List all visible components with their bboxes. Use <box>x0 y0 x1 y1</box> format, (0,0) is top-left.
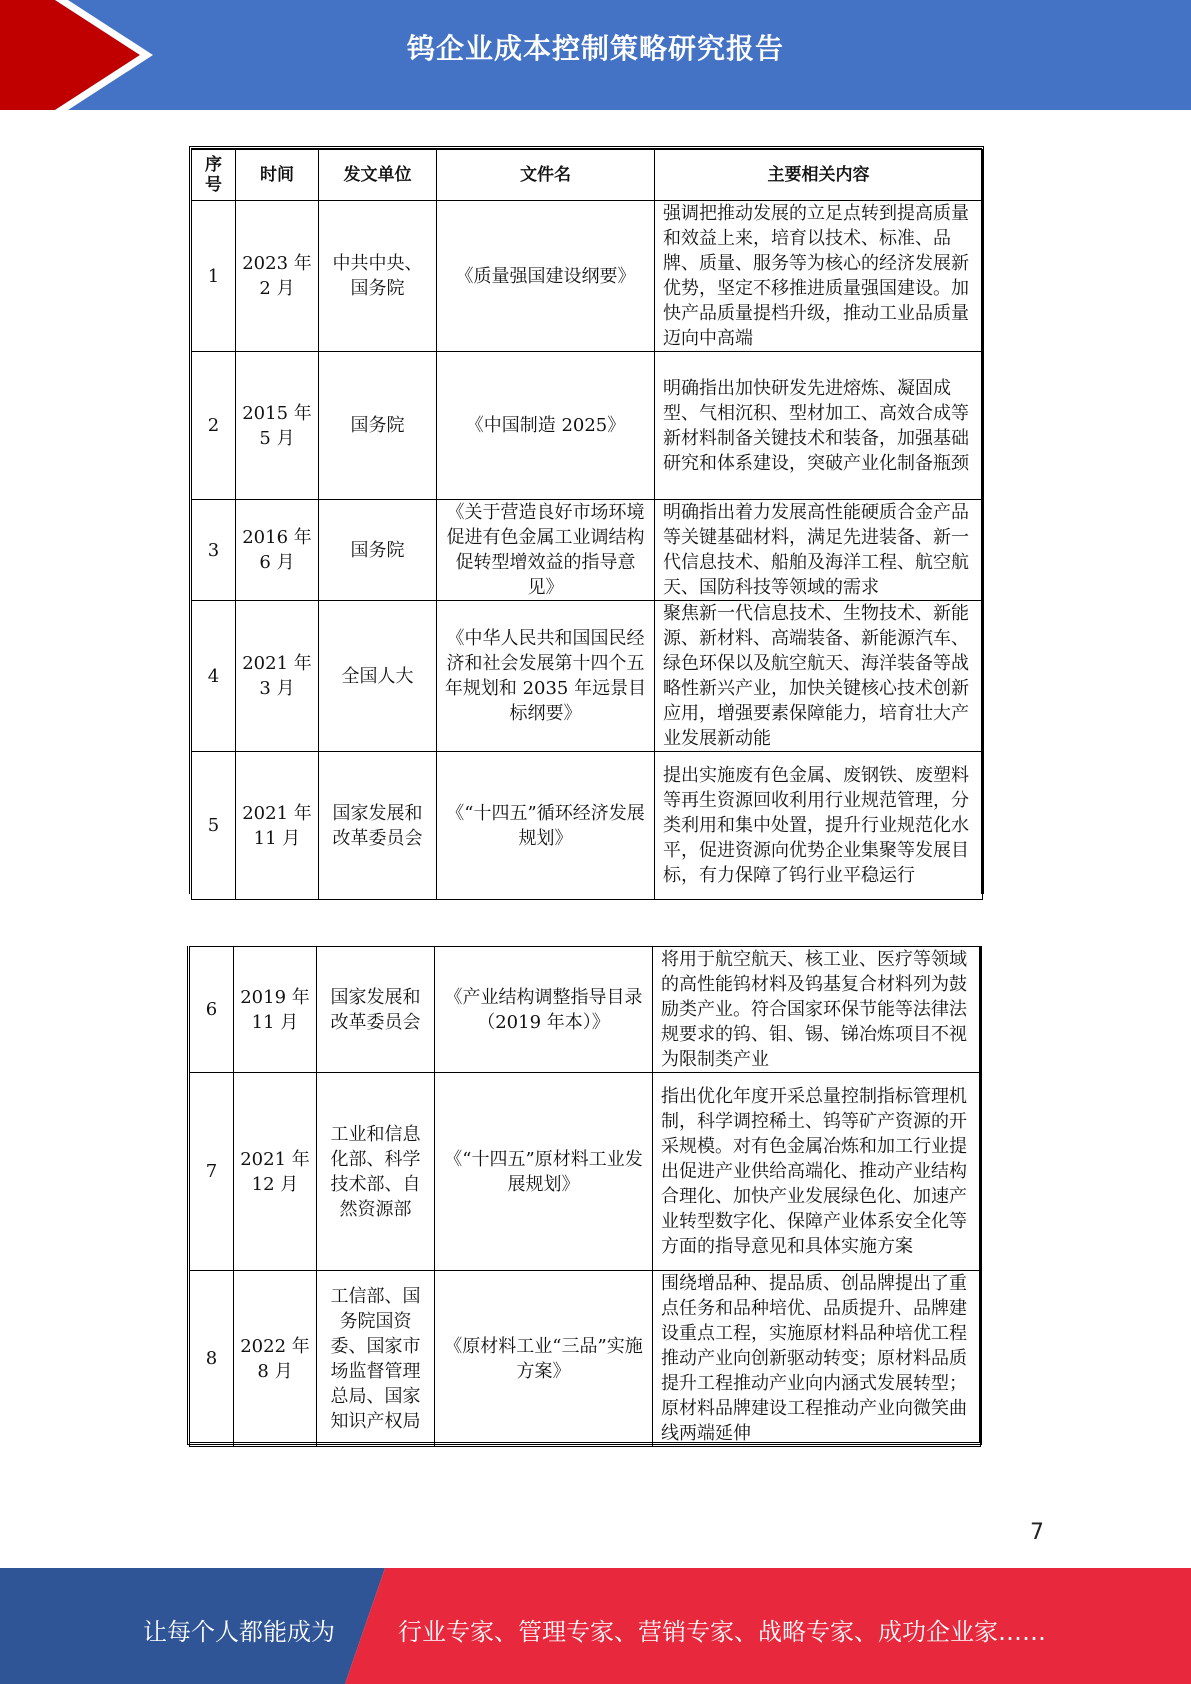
cell-issuer: 中共中央、国务院 <box>319 201 437 352</box>
cell-issuer: 国务院 <box>319 500 437 601</box>
table-row <box>192 752 983 900</box>
cell-issuer: 国家发展和改革委员会 <box>319 752 437 900</box>
cell-seq: 5 <box>192 752 236 900</box>
policy-table-part1 <box>191 149 983 900</box>
cell-content: 提出实施废有色金属、废钢铁、废塑料等再生资源回收利用行业规范管理，分类利用和集中处置，提升行业规范化水平，促进资源向优势企业集聚等发展目标，有力保障了钨行业平稳运行 <box>655 752 983 900</box>
table-header-row <box>192 150 983 201</box>
cell-content: 聚焦新一代信息技术、生物技术、新能源、新材料、高端装备、新能源汽车、绿色环保以及航空航天、海洋装备等战略性新兴产业，加快关键核心技术创新应用，增强要素保障能力，培育壮大产业发展新动能 <box>655 601 983 752</box>
table-row <box>190 1271 981 1447</box>
header-seq: 序 号 <box>192 150 236 201</box>
table-row <box>192 601 983 752</box>
footer-slogan-right: 行业专家、管理专家、营销专家、战略专家、成功企业家…… <box>398 1618 1046 1646</box>
cell-issuer: 国务院 <box>319 352 437 500</box>
cell-document: 《“十四五”循环经济发展规划》 <box>437 752 655 900</box>
cell-document: 《原材料工业“三品”实施方案》 <box>435 1271 653 1447</box>
cell-content: 将用于航空航天、核工业、医疗等领域的高性能钨材料及钨基复合材料列为鼓励类产业。符合国家环保节能等法律法规要求的钨、钼、锡、锑冶炼项目不视为限制类产业 <box>653 947 981 1073</box>
cell-seq: 3 <box>192 500 236 601</box>
cell-date: 2019 年 11 月 <box>234 947 317 1073</box>
header-content: 主要相关内容 <box>655 150 983 201</box>
cell-seq: 8 <box>190 1271 234 1447</box>
cell-document: 《产业结构调整指导目录（2019 年本）》 <box>435 947 653 1073</box>
cell-issuer: 全国人大 <box>319 601 437 752</box>
page-header <box>0 0 1191 110</box>
table-row <box>192 500 983 601</box>
table-row <box>190 1073 981 1271</box>
table-row <box>192 352 983 500</box>
cell-document: 《中国制造 2025》 <box>437 352 655 500</box>
header-date: 时间 <box>236 150 319 201</box>
cell-content: 指出优化年度开采总量控制指标管理机制，科学调控稀土、钨等矿产资源的开采规模。对有色金属冶炼和加工行业提出促进产业供给高端化、推动产业结构合理化、加快产业发展绿色化、加速产业转型数字化、保障产业体系安全化等方面的指导意见和具体实施方案 <box>653 1073 981 1271</box>
cell-document: 《质量强国建设纲要》 <box>437 201 655 352</box>
cell-content: 明确指出加快研发先进熔炼、凝固成型、气相沉积、型材加工、高效合成等新材料制备关键技术和装备，加强基础研究和体系建设，突破产业化制备瓶颈 <box>655 352 983 500</box>
cell-date: 2015 年 5 月 <box>236 352 319 500</box>
cell-seq: 4 <box>192 601 236 752</box>
cell-seq: 2 <box>192 352 236 500</box>
table-row <box>190 947 981 1073</box>
cell-issuer: 工信部、国务院国资委、国家市场监督管理总局、国家知识产权局 <box>317 1271 435 1447</box>
cell-seq: 7 <box>190 1073 234 1271</box>
cell-document: 《中华人民共和国国民经济和社会发展第十四个五年规划和 2035 年远景目标纲要》 <box>437 601 655 752</box>
footer-slogan-left: 让每个人都能成为 <box>143 1618 335 1646</box>
cell-date: 2021 年 11 月 <box>236 752 319 900</box>
cell-issuer: 国家发展和改革委员会 <box>317 947 435 1073</box>
policy-table-part2 <box>189 946 981 1447</box>
cell-date: 2021 年 3 月 <box>236 601 319 752</box>
cell-date: 2022 年 8 月 <box>234 1271 317 1447</box>
page-footer <box>0 1568 1191 1684</box>
cell-content: 明确指出着力发展高性能硬质合金产品等关键基础材料，满足先进装备、新一代信息技术、船舶及海洋工程、航空航天、国防科技等领域的需求 <box>655 500 983 601</box>
cell-date: 2023 年 2 月 <box>236 201 319 352</box>
page-title: 钨企业成本控制策略研究报告 <box>406 32 784 65</box>
cell-seq: 1 <box>192 201 236 352</box>
page-number: 7 <box>1030 1520 1044 1545</box>
cell-date: 2021 年 12 月 <box>234 1073 317 1271</box>
cell-content: 强调把推动发展的立足点转到提高质量和效益上来，培育以技术、标准、品牌、质量、服务等为核心的经济发展新优势，坚定不移推进质量强国建设。加快产品质量提档升级，推动工业品质量迈向中高端 <box>655 201 983 352</box>
cell-issuer: 工业和信息化部、科学技术部、自然资源部 <box>317 1073 435 1271</box>
table-row <box>192 201 983 352</box>
header-issuer: 发文单位 <box>319 150 437 201</box>
cell-content: 围绕增品种、提品质、创品牌提出了重点任务和品种培优、品质提升、品牌建设重点工程，实施原材料品种培优工程推动产业向创新驱动转变；原材料品质提升工程推动产业向内涵式发展转型；原材料品牌建设工程推动产业向微笑曲线两端延伸 <box>653 1271 981 1447</box>
cell-document: 《关于营造良好市场环境促进有色金属工业调结构促转型增效益的指导意见》 <box>437 500 655 601</box>
cell-document: 《“十四五”原材料工业发展规划》 <box>435 1073 653 1271</box>
cell-seq: 6 <box>190 947 234 1073</box>
header-document: 文件名 <box>437 150 655 201</box>
cell-date: 2016 年 6 月 <box>236 500 319 601</box>
